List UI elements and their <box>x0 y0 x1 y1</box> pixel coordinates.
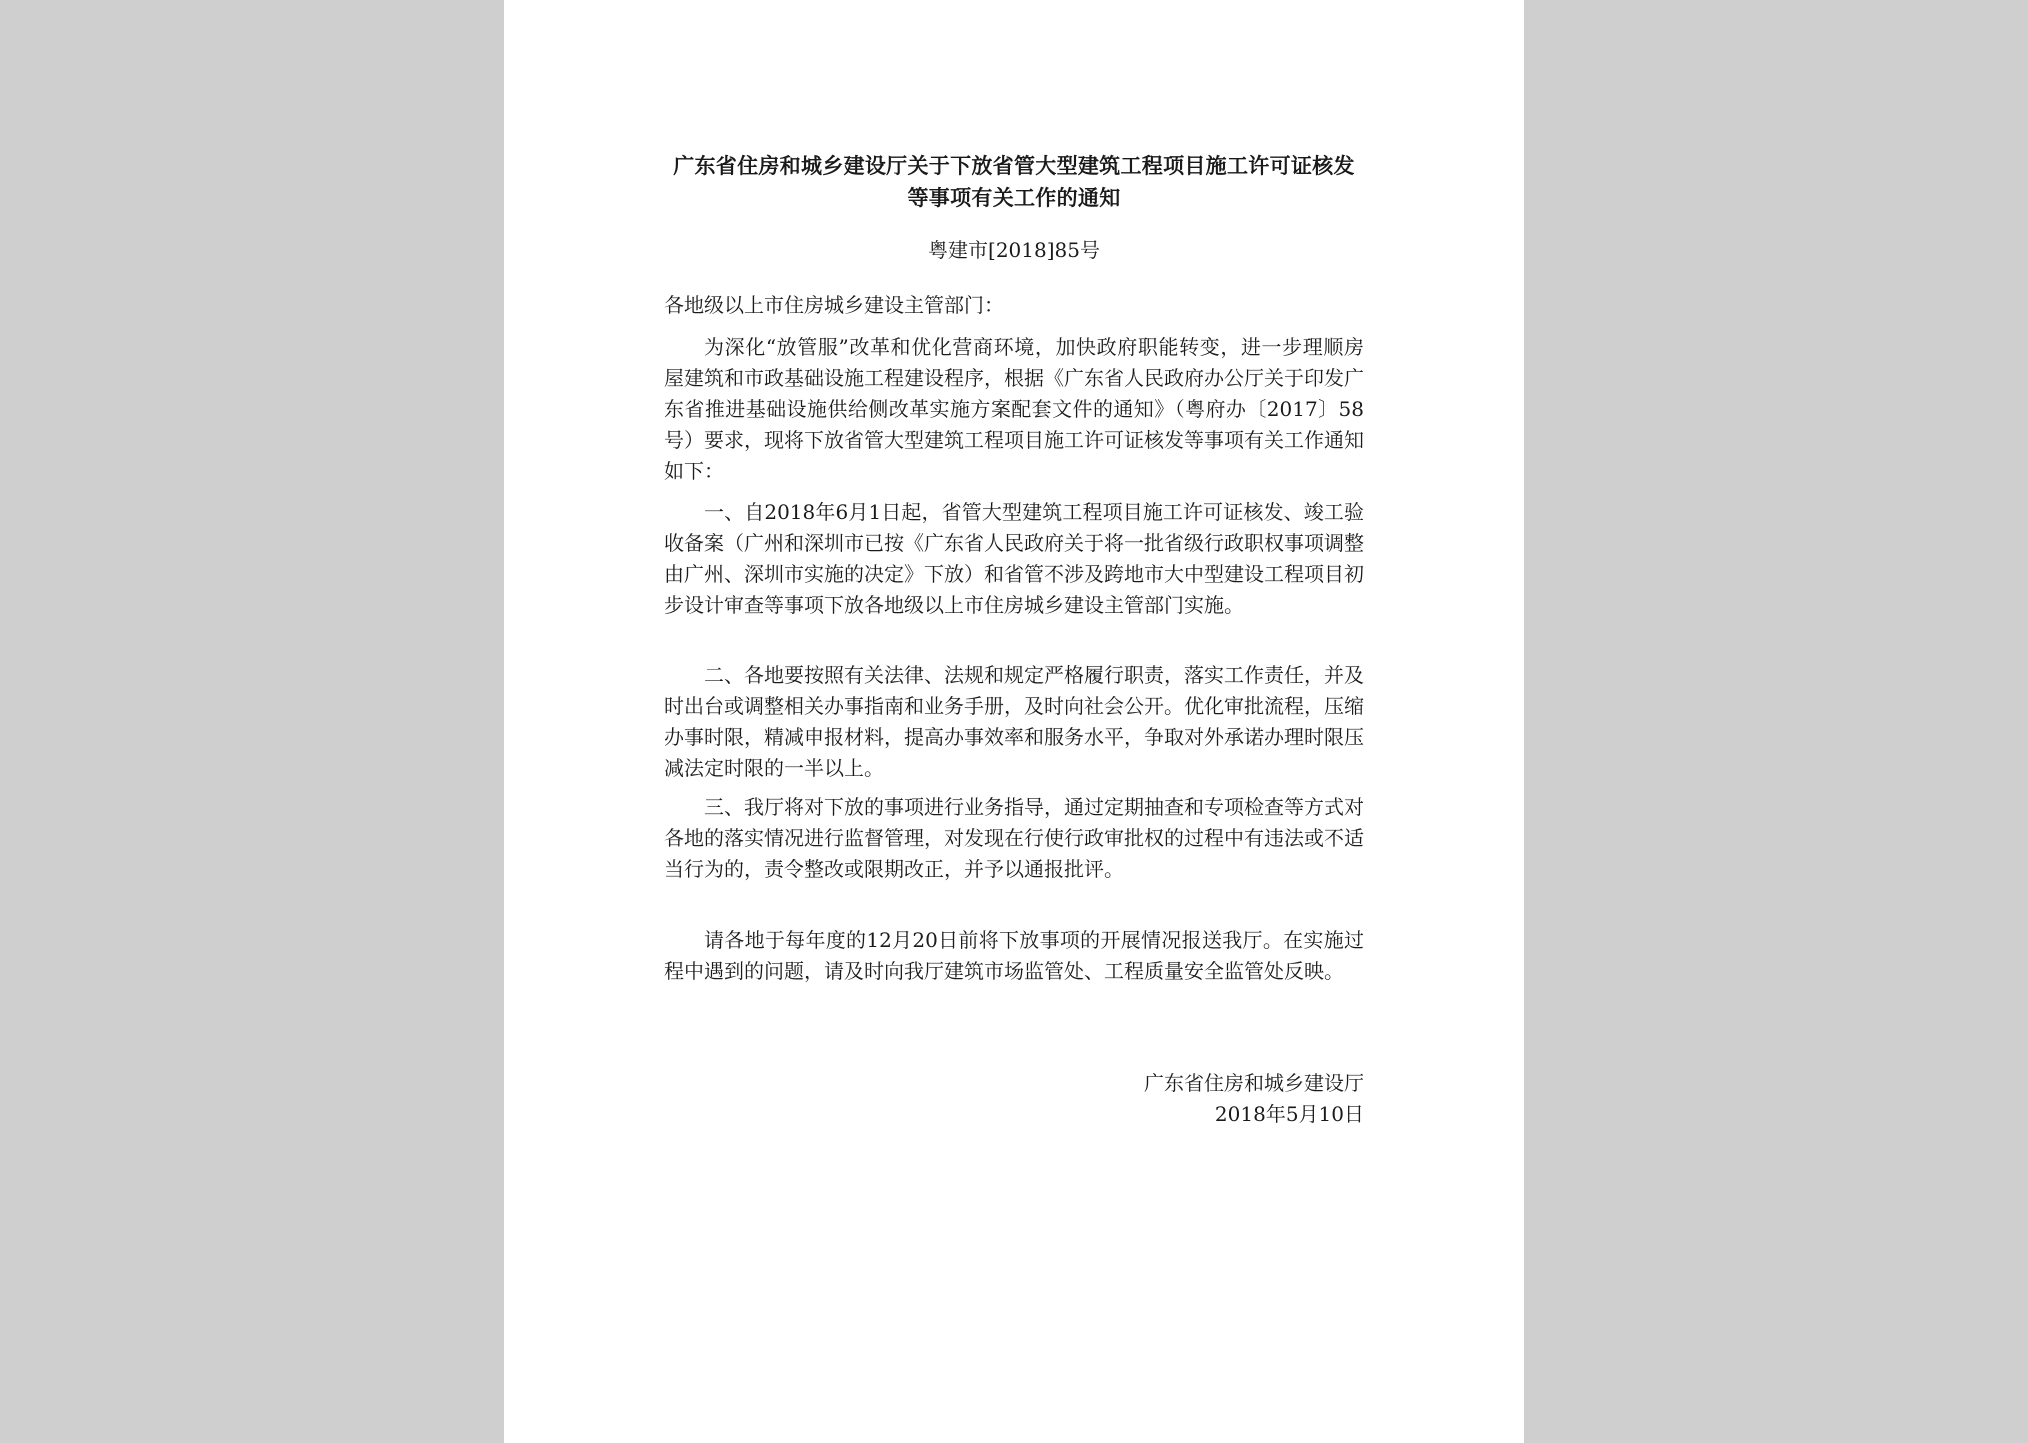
document-page <box>504 0 1524 1443</box>
signature-date: 2018年5月10日 <box>1214 1102 1364 1126</box>
paragraph-item-2: 二、各地要按照有关法律、法规和规定严格履行职责，落实工作责任，并及时出台或调整相关办事指南和业务手册，及时向社会公开。优化审批流程，压缩办事时限，精减申报材料，提高办事效率和服务水平，争取对外承诺办理时限压减法定时限的一半以上。 <box>664 663 1364 780</box>
document-title: 广东省住房和城乡建设厅关于下放省管大型建筑工程项目施工许可证核发等事项有关工作的通知 <box>673 154 1355 210</box>
paragraph-closing: 请各地于每年度的12月20日前将下放事项的开展情况报送我厅。在实施过程中遇到的问题，请及时向我厅建筑市场监管处、工程质量安全监管处反映。 <box>664 928 1364 983</box>
paragraph-intro: 为深化“放管服”改革和优化营商环境，加快政府职能转变，进一步理顺房屋建筑和市政基础设施工程建设程序，根据《广东省人民政府办公厅关于印发广东省推进基础设施供给侧改革实施方案配套文件的通知》（粤府办〔2017〕58号）要求，现将下放省管大型建筑工程项目施工许可证核发等事项有关工作通知如下： <box>664 335 1364 483</box>
paragraph-item-3: 三、我厅将对下放的事项进行业务指导，通过定期抽查和专项检查等方式对各地的落实情况进行监督管理，对发现在行使行政审批权的过程中有违法或不适当行为的，责令整改或限期改正，并予以通报批评。 <box>664 795 1364 881</box>
paragraph-item-1: 一、自2018年6月1日起，省管大型建筑工程项目施工许可证核发、竣工验收备案（广州和深圳市已按《广东省人民政府关于将一批省级行政职权事项调整由广州、深圳市实施的决定》下放）和省管不涉及跨地市大中型建设工程项目初步设计审查等事项下放各地级以上市住房城乡建设主管部门实施。 <box>664 500 1364 617</box>
signature-organization: 广东省住房和城乡建设厅 <box>1144 1071 1364 1095</box>
salutation: 各地级以上市住房城乡建设主管部门： <box>664 293 1004 317</box>
document-number: 粤建市[2018]85号 <box>928 238 1100 262</box>
